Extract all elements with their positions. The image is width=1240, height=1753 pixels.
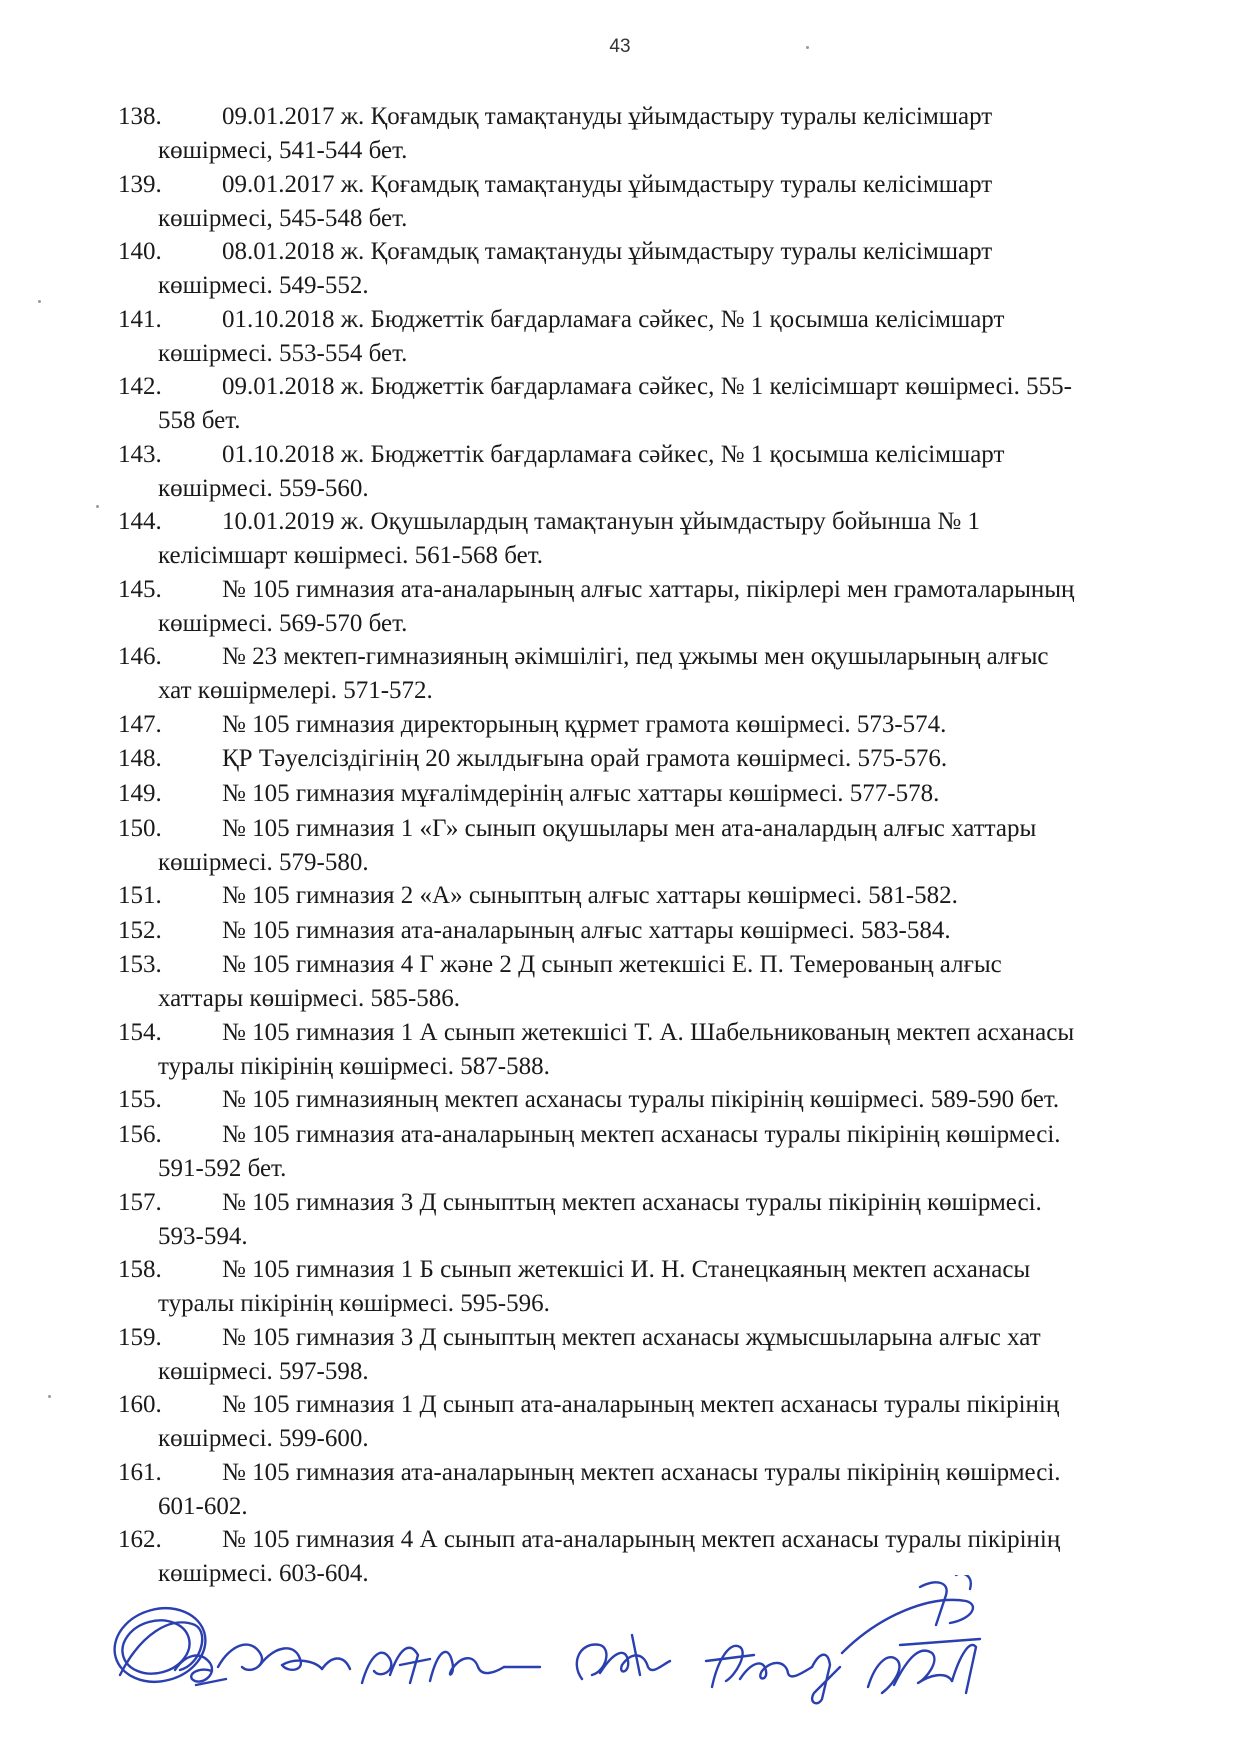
item-text: № 105 гимназия 1 Д сынып ата-аналарының мектеп асханасы туралы пікірінің [222,1391,1060,1419]
scan-speck [48,1395,51,1398]
list-item [0,1253,1240,1321]
signature-3 [577,1635,670,1679]
item-number: 155. [118,1086,162,1114]
item-text: № 105 гимназия директорының құрмет грамота көшірмесі. 573-574. [222,710,947,738]
item-number: 144. [118,508,162,535]
item-text: № 105 гимназияның мектеп асханасы туралы пікірінің көшірмесі. 589-590 бет. [222,1086,1060,1114]
item-text: № 105 гимназия 3 Д сыныптың мектеп асханасы туралы пікірінің көшірмесі. [222,1188,1042,1216]
list-item [0,1186,1240,1254]
list-item [0,1118,1240,1186]
item-text: 09.01.2018 ж. Бюджеттік бағдарламаға сәйкес, № 1 келісімшарт көшірмесі. 555- [222,373,1072,400]
item-text: 10.01.2019 ж. Оқушылардың тамақтануын ұйымдастыру бойынша № 1 [222,508,981,535]
item-number: 146. [118,643,162,670]
list-item [0,438,1240,506]
item-text: № 105 гимназия ата-аналарының алғыс хаттары көшірмесі. 583-584. [222,916,951,944]
list-item [0,1083,1240,1118]
item-number: 156. [118,1121,162,1149]
list-item [0,879,1240,914]
item-number: 139. [118,170,162,198]
page-number: 43 [609,36,631,57]
item-text-continuation: көшірмесі. 569-570 бет. [158,609,408,637]
item-text-continuation: көшірмесі. 579-580. [158,848,369,876]
item-text-continuation: 558 бет. [158,407,241,434]
item-number: 145. [118,575,162,603]
item-text-continuation: көшірмесі. 597-598. [158,1357,369,1385]
list-item [0,370,1240,438]
list-item [0,505,1240,573]
list-item [0,948,1240,1016]
item-number: 149. [118,779,162,807]
list-item [0,235,1240,303]
signatures-area [100,1575,1140,1735]
list-item [0,777,1240,812]
list-item [0,708,1240,743]
scan-speck [38,300,41,303]
item-number: 152. [118,916,162,944]
item-text: № 105 гимназия ата-аналарының мектеп асханасы туралы пікірінің көшірмесі. [222,1458,1061,1486]
item-text: № 105 гимназия 1 «Г» сынып оқушылары мен ата-аналардың алғыс хаттары [222,814,1037,842]
item-text-continuation: туралы пікірінің көшірмесі. 587-588. [158,1052,550,1080]
item-text-continuation: көшірмесі. 549-552. [158,272,369,299]
list-item [0,1388,1240,1456]
list-item [0,573,1240,641]
item-number: 151. [118,882,162,910]
item-text: ҚР Тәуелсіздігінің 20 жылдығына орай грамота көшірмесі. 575-576. [222,745,948,773]
item-text: 01.10.2018 ж. Бюджеттік бағдарламаға сәйкес, № 1 қосымша келісімшарт [222,440,1005,468]
item-number: 161. [118,1458,162,1486]
item-number: 142. [118,373,162,400]
item-text-continuation: хат көшірмелері. 571-572. [158,677,433,704]
item-text: № 23 мектеп-гимназияның әкімшілігі, пед ұжымы мен оқушыларының алғыс [222,643,1049,670]
signature-2 [362,1648,540,1683]
item-text-continuation: туралы пікірінің көшірмесі. 595-596. [158,1290,550,1318]
item-text: № 105 гимназия ата-аналарының мектеп асханасы туралы пікірінің көшірмесі. [222,1121,1061,1149]
item-number: 158. [118,1256,162,1284]
list-item [0,168,1240,236]
signature-5 [842,1575,980,1693]
signature-1 [106,1598,350,1691]
item-number: 160. [118,1391,162,1419]
item-text: № 105 гимназия 2 «А» сыныптың алғыс хаттары көшірмесі. 581-582. [222,882,958,910]
item-text-continuation: көшірмесі, 545-548 бет. [158,204,408,232]
list-item [0,812,1240,880]
item-text: 09.01.2017 ж. Қоғамдық тамақтануды ұйымдастыру туралы келісімшарт [222,170,993,198]
item-number: 150. [118,814,162,842]
signatures-image [100,1575,1140,1735]
item-text: № 105 гимназия 4 Г және 2 Д сынып жетекшісі Е. П. Темерованың алғыс [222,951,1002,979]
list-item [0,1016,1240,1084]
item-number: 140. [118,238,162,265]
item-text: № 105 гимназия 3 Д сыныптың мектеп асханасы жұмысшыларына алғыс хат [222,1323,1041,1351]
item-number: 162. [118,1526,162,1554]
scan-speck [806,46,809,49]
item-text-continuation: 593-594. [158,1222,248,1250]
item-text: № 105 гимназия 1 Б сынып жетекшісі И. Н. Станецкаяның мектеп асханасы [222,1256,1031,1284]
item-number: 157. [118,1188,162,1216]
item-text-continuation: көшірмесі. 553-554 бет. [158,339,408,367]
list-item [0,640,1240,708]
item-text-continuation: хаттары көшірмесі. 585-586. [158,985,461,1013]
item-text-continuation: келісімшарт көшірмесі. 561-568 бет. [158,542,543,569]
item-number: 143. [118,440,162,468]
item-number: 148. [118,745,162,773]
list-item [0,1456,1240,1524]
item-text: № 105 гимназия 1 А сынып жетекшісі Т. А. Шабельникованың мектеп асханасы [222,1018,1075,1046]
item-text: № 105 гимназия ата-аналарының алғыс хаттары, пікірлері мен грамоталарының [222,575,1075,603]
scan-speck [96,505,99,508]
item-text-continuation: 591-592 бет. [158,1155,287,1183]
item-number: 159. [118,1323,162,1351]
item-text-continuation: 601-602. [158,1492,248,1520]
item-text-continuation: көшірмесі. 599-600. [158,1425,369,1453]
item-text: 01.10.2018 ж. Бюджеттік бағдарламаға сәйкес, № 1 қосымша келісімшарт [222,305,1005,333]
list-item [0,914,1240,949]
item-number: 147. [118,710,162,738]
list-item [0,303,1240,371]
item-text-continuation: көшірмесі, 541-544 бет. [158,137,408,164]
item-number: 154. [118,1018,162,1046]
list-item [0,1321,1240,1389]
item-text: № 105 гимназия мұғалімдерінің алғыс хаттары көшірмесі. 577-578. [222,779,940,807]
item-text-continuation: көшірмесі. 559-560. [158,474,369,502]
item-number: 141. [118,305,162,333]
signature-4 [706,1646,840,1703]
list-item [0,742,1240,777]
item-number: 138. [118,103,162,130]
item-text: 08.01.2018 ж. Қоғамдық тамақтануды ұйымдастыру туралы келісімшарт [222,238,993,265]
reference-list [0,100,1240,1591]
item-text: № 105 гимназия 4 А сынып ата-аналарының мектеп асханасы туралы пікірінің [222,1526,1061,1554]
item-text-continuation: көшірмесі. 603-604. [158,1560,369,1588]
item-text: 09.01.2017 ж. Қоғамдық тамақтануды ұйымдастыру туралы келісімшарт [222,103,993,130]
item-number: 153. [118,951,162,979]
list-item [0,100,1240,168]
